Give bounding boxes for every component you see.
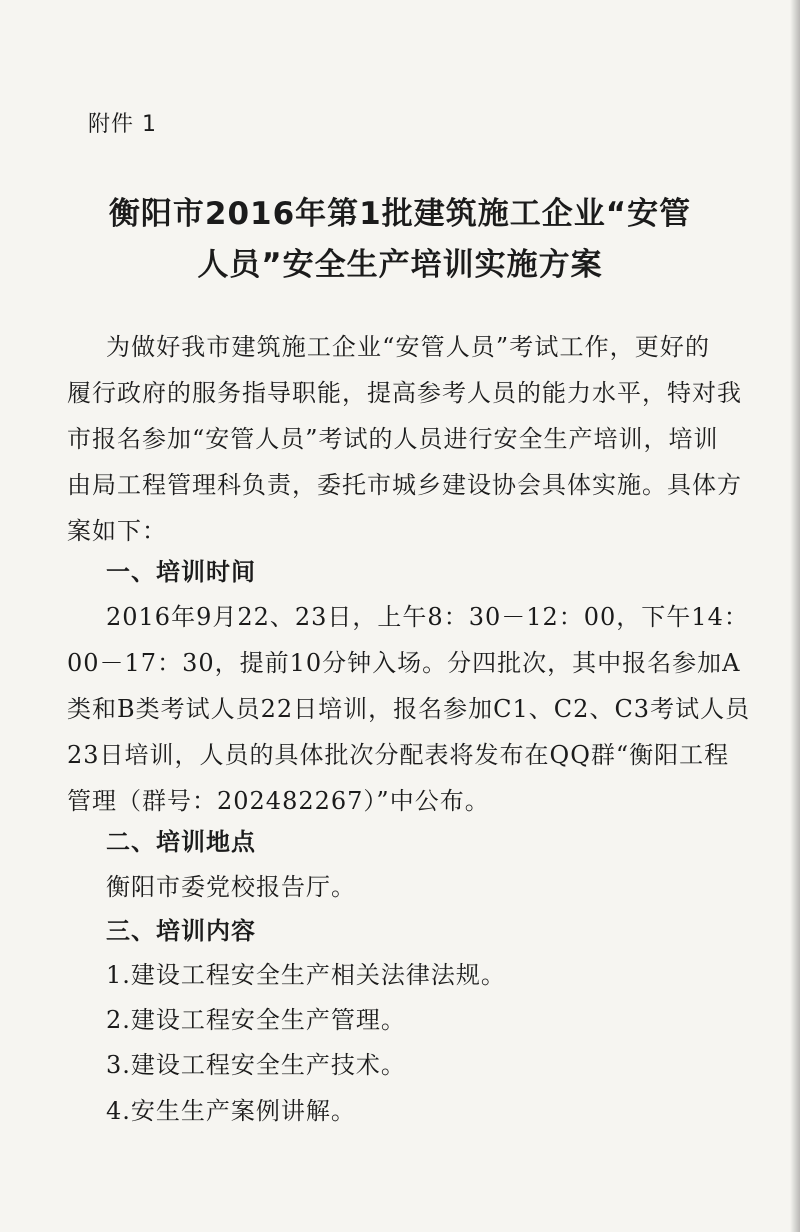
- intro-line-4: 由局工程管理科负责，委托市城乡建设协会具体实施。具体方: [67, 471, 742, 499]
- time-line-3: 类和B类考试人员22日培训，报名参加C1、C2、C3考试人员: [67, 695, 751, 723]
- document-title-line-2: 人员”安全生产培训实施方案: [197, 247, 603, 283]
- time-line-2: 00－17：30，提前10分钟入场。分四批次，其中报名参加A: [67, 649, 741, 677]
- content-item-3: 3.建设工程安全生产技术。: [106, 1051, 406, 1079]
- intro-line-3: 市报名参加“安管人员”考试的人员进行安全生产培训，培训: [67, 425, 719, 453]
- annex-label: 附件 1: [88, 112, 157, 137]
- page-edge-shadow: [790, 0, 800, 1232]
- content-item-2: 2.建设工程安全生产管理。: [106, 1006, 406, 1034]
- time-line-1: 2016年9月22、23日，上午8：30－12：00，下午14：: [106, 603, 749, 631]
- section-location-heading: 二、培训地点: [106, 828, 256, 856]
- content-item-1: 1.建设工程安全生产相关法律法规。: [106, 961, 506, 989]
- location-body: 衡阳市委党校报告厅。: [106, 873, 356, 901]
- intro-line-1: 为做好我市建筑施工企业“安管人员”考试工作，更好的: [106, 333, 710, 361]
- section-content-heading: 三、培训内容: [106, 917, 256, 945]
- time-line-4: 23日培训，人员的具体批次分配表将发布在QQ群“衡阳工程: [67, 741, 730, 769]
- time-line-5: 管理（群号：202482267）”中公布。: [67, 787, 490, 815]
- intro-line-2: 履行政府的服务指导职能，提高参考人员的能力水平，特对我: [67, 379, 742, 407]
- content-item-4: 4.安生生产案例讲解。: [106, 1097, 356, 1125]
- document-title-line-1: 衡阳市2016年第1批建筑施工企业“安管: [108, 196, 692, 232]
- intro-line-5: 案如下：: [67, 517, 167, 545]
- section-time-heading: 一、培训时间: [106, 558, 256, 586]
